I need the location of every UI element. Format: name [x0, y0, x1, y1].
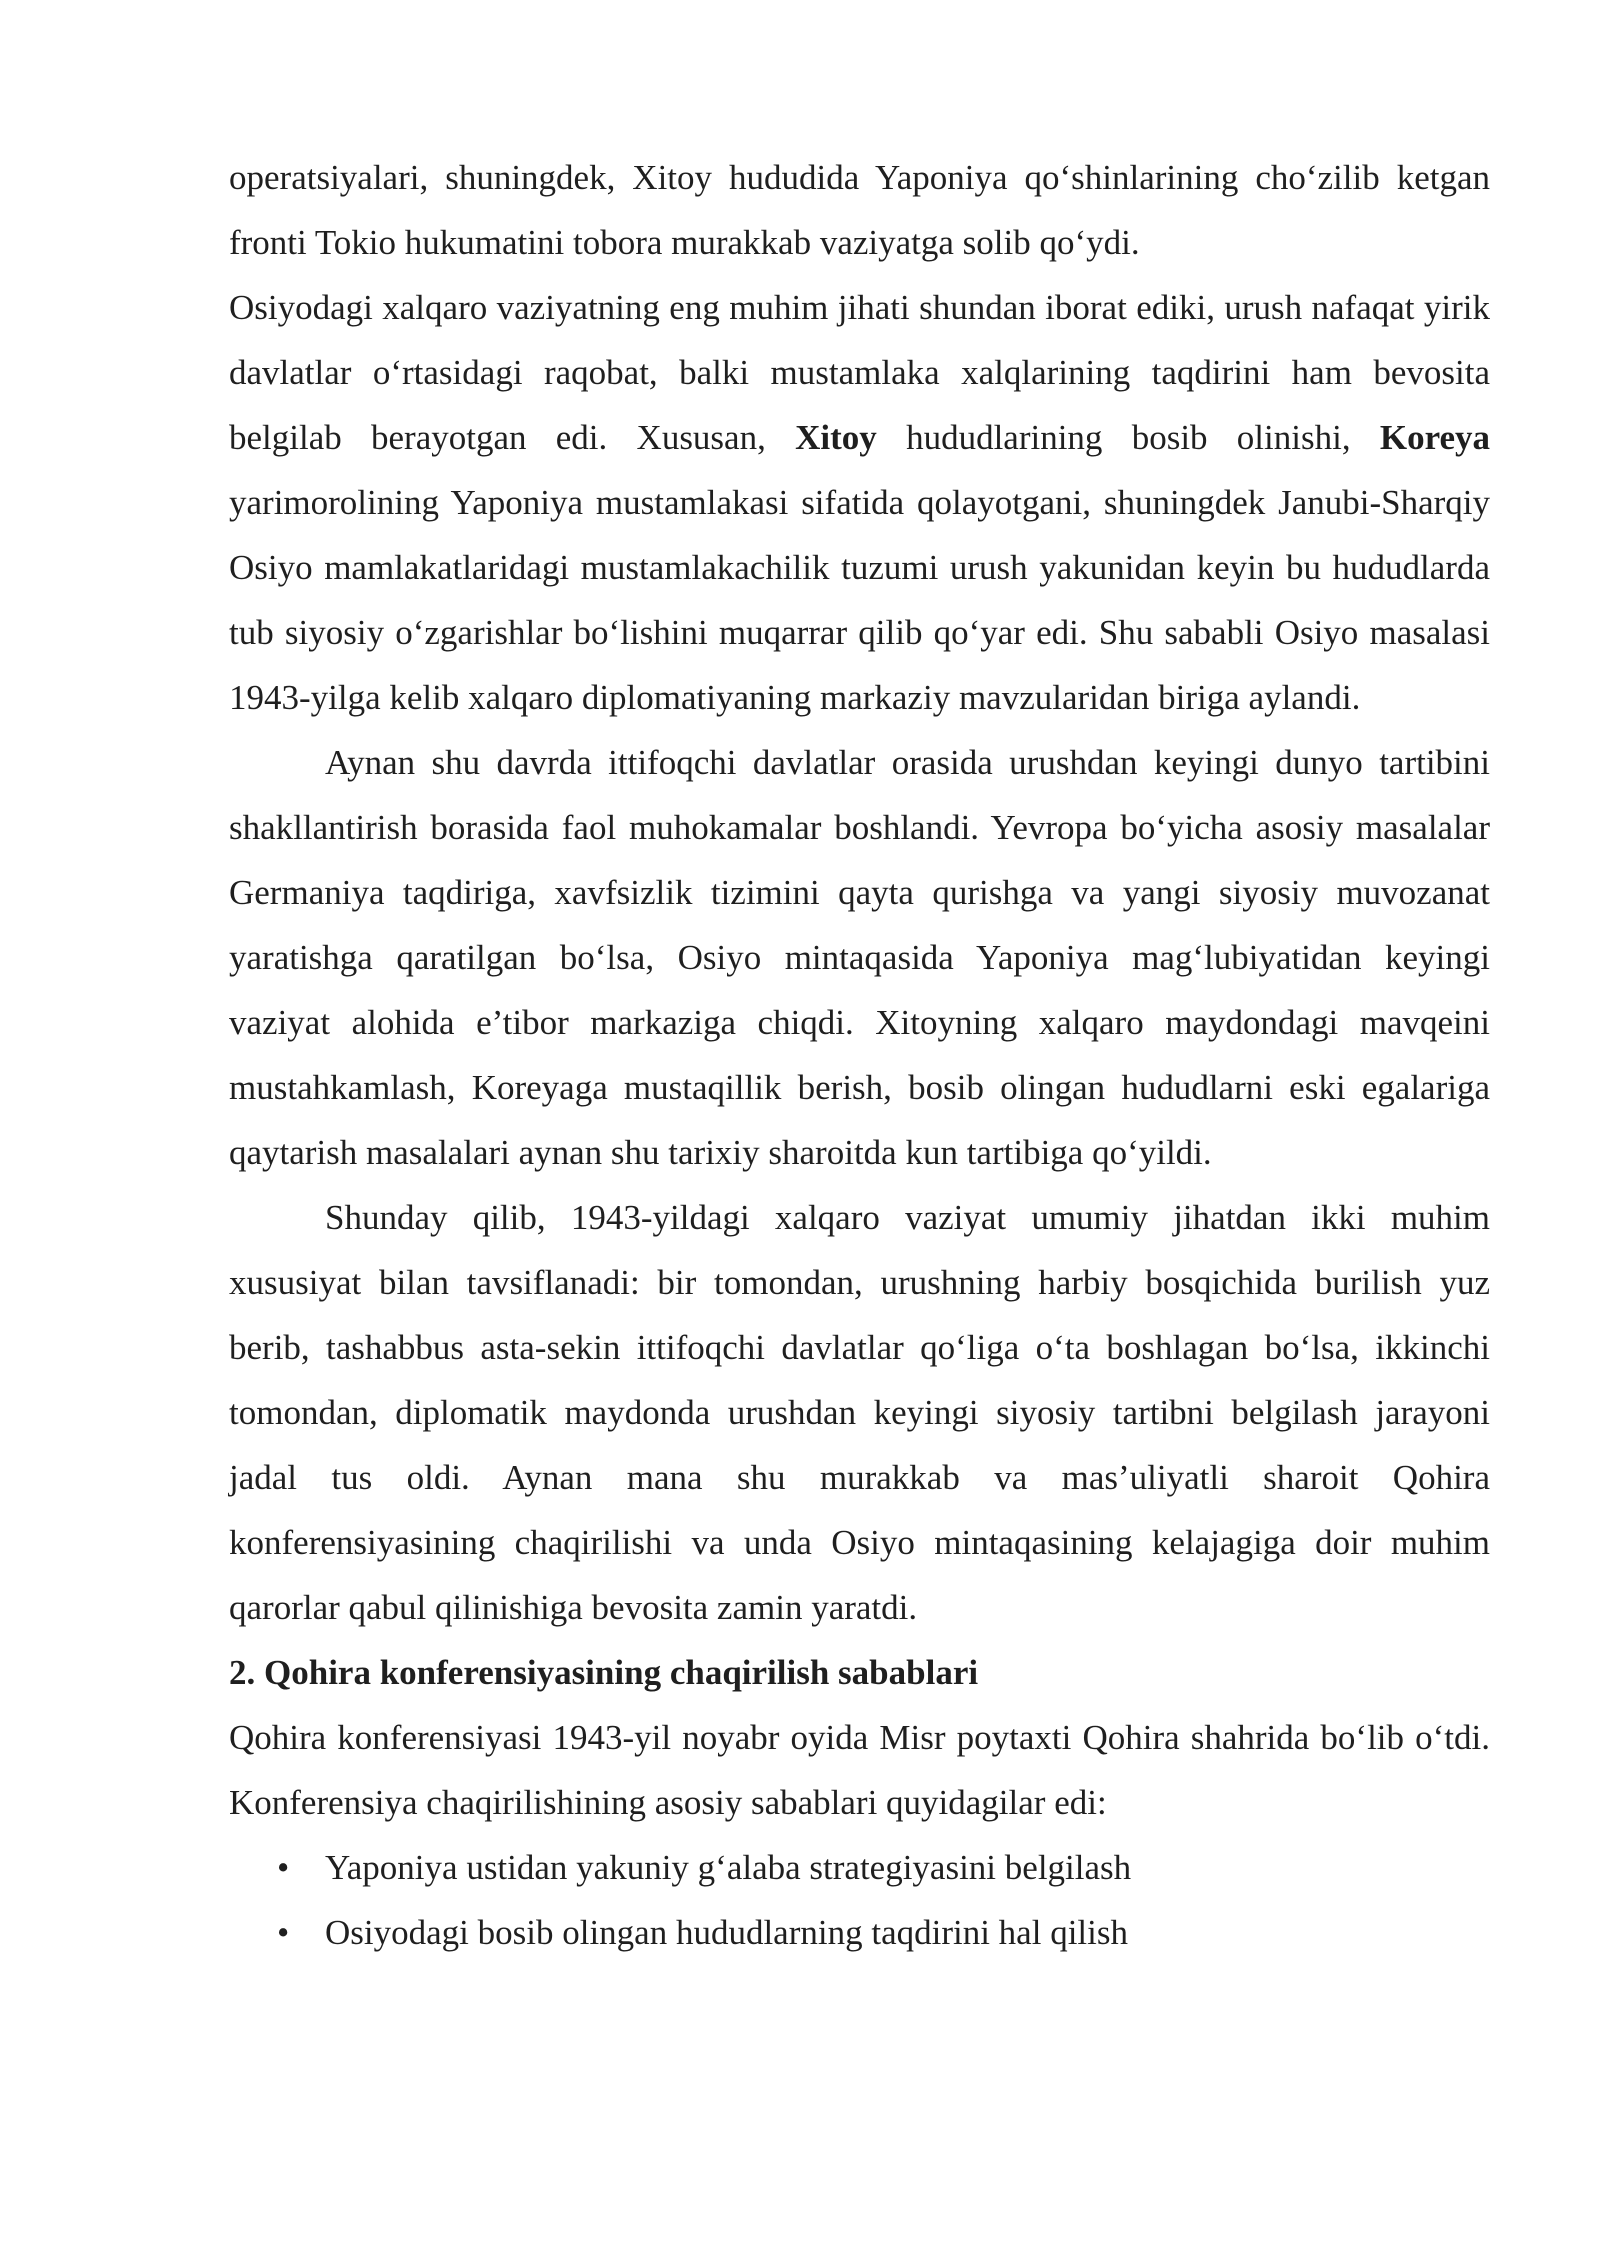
list-item: [229, 1900, 1490, 1965]
list-item-text: Yaponiya ustidan yakuniy g‘alaba strategiyasini belgilash: [325, 1848, 1132, 1887]
bold-term-xitoy: Xitoy: [795, 418, 877, 457]
bullet-icon: •: [277, 1848, 290, 1887]
paragraph-2-text-a: Osiyodagi xalqaro vaziyatning eng muhim jihati shundan iborat ediki, urush nafaqat yirik davlatlar o‘rtasidagi raqobat, balki mustamlaka xalqlarining taqdirini ham bevosita belgilab berayotgan edi. Xususan,: [229, 288, 1490, 457]
document-page: [229, 145, 1490, 1965]
list-item-text: Osiyodagi bosib olingan hududlarning taqdirini hal qilish: [325, 1913, 1128, 1952]
bullet-list: [229, 1835, 1490, 1965]
paragraph-2: [229, 275, 1490, 730]
bullet-icon: •: [277, 1913, 290, 1952]
paragraph-1: operatsiyalari, shuningdek, Xitoy hududida Yaponiya qo‘shinlarining cho‘zilib ketgan fronti Tokio hukumatini tobora murakkab vaziyatga solib qo‘ydi.: [229, 158, 1490, 262]
paragraph-5: Qohira konferensiyasi 1943-yil noyabr oyida Misr poytaxti Qohira shahrida bo‘lib o‘tdi. Konferensiya chaqirilishining asosiy sabablari quyidagilar edi:: [229, 1718, 1490, 1822]
section-heading: 2. Qohira konferensiyasining chaqirilish sabablari: [229, 1653, 979, 1692]
paragraph-2-text-c: yarimorolining Yaponiya mustamlakasi sifatida qolayotgani, shuningdek Janubi-Sharqiy Osiyo mamlakatlaridagi mustamlakachilik tuzumi urush yakunidan keyin bu hududlarda tub siyosiy o‘zgarishlar bo‘lishini muqarrar qilib qo‘yar edi. Shu sababli Osiyo masalasi 1943-yilga kelib xalqaro diplomatiyaning markaziy mavzularidan biriga aylandi.: [229, 483, 1490, 717]
list-item: [229, 1835, 1490, 1900]
paragraph-2-text-b: hududlarining bosib olinishi,: [906, 418, 1351, 457]
bold-term-koreya: Koreya: [1379, 418, 1491, 457]
paragraph-3: Aynan shu davrda ittifoqchi davlatlar orasida urushdan keyingi dunyo tartibini shakllantirish borasida faol muhokamalar boshlandi. Yevropa bo‘yicha asosiy masalalar Germaniya taqdiriga, xavfsizlik tizimini qayta qurishga va yangi siyosiy muvozanat yaratishga qaratilgan bo‘lsa, Osiyo mintaqasida Yaponiya mag‘lubiyatidan keyingi vaziyat alohida e’tibor markaziga chiqdi. Xitoyning xalqaro maydondagi mavqeini mustahkamlash, Koreyaga mustaqillik berish, bosib olingan hududlarni eski egalariga qaytarish masalalari aynan shu tarixiy sharoitda kun tartibiga qo‘yildi.: [229, 743, 1490, 1172]
paragraph-4: Shunday qilib, 1943-yildagi xalqaro vaziyat umumiy jihatdan ikki muhim xususiyat bilan tavsiflanadi: bir tomondan, urushning harbiy bosqichida burilish yuz berib, tashabbus asta-sekin ittifoqchi davlatlar qo‘liga o‘ta boshlagan bo‘lsa, ikkinchi tomondan, diplomatik maydonda urushdan keyingi siyosiy tartibni belgilash jarayoni jadal tus oldi. Aynan mana shu murakkab va mas’uliyatli sharoit Qohira konferensiyasining chaqirilishi va unda Osiyo mintaqasining kelajagiga doir muhim qarorlar qabul qilinishiga bevosita zamin yaratdi.: [229, 1198, 1490, 1627]
